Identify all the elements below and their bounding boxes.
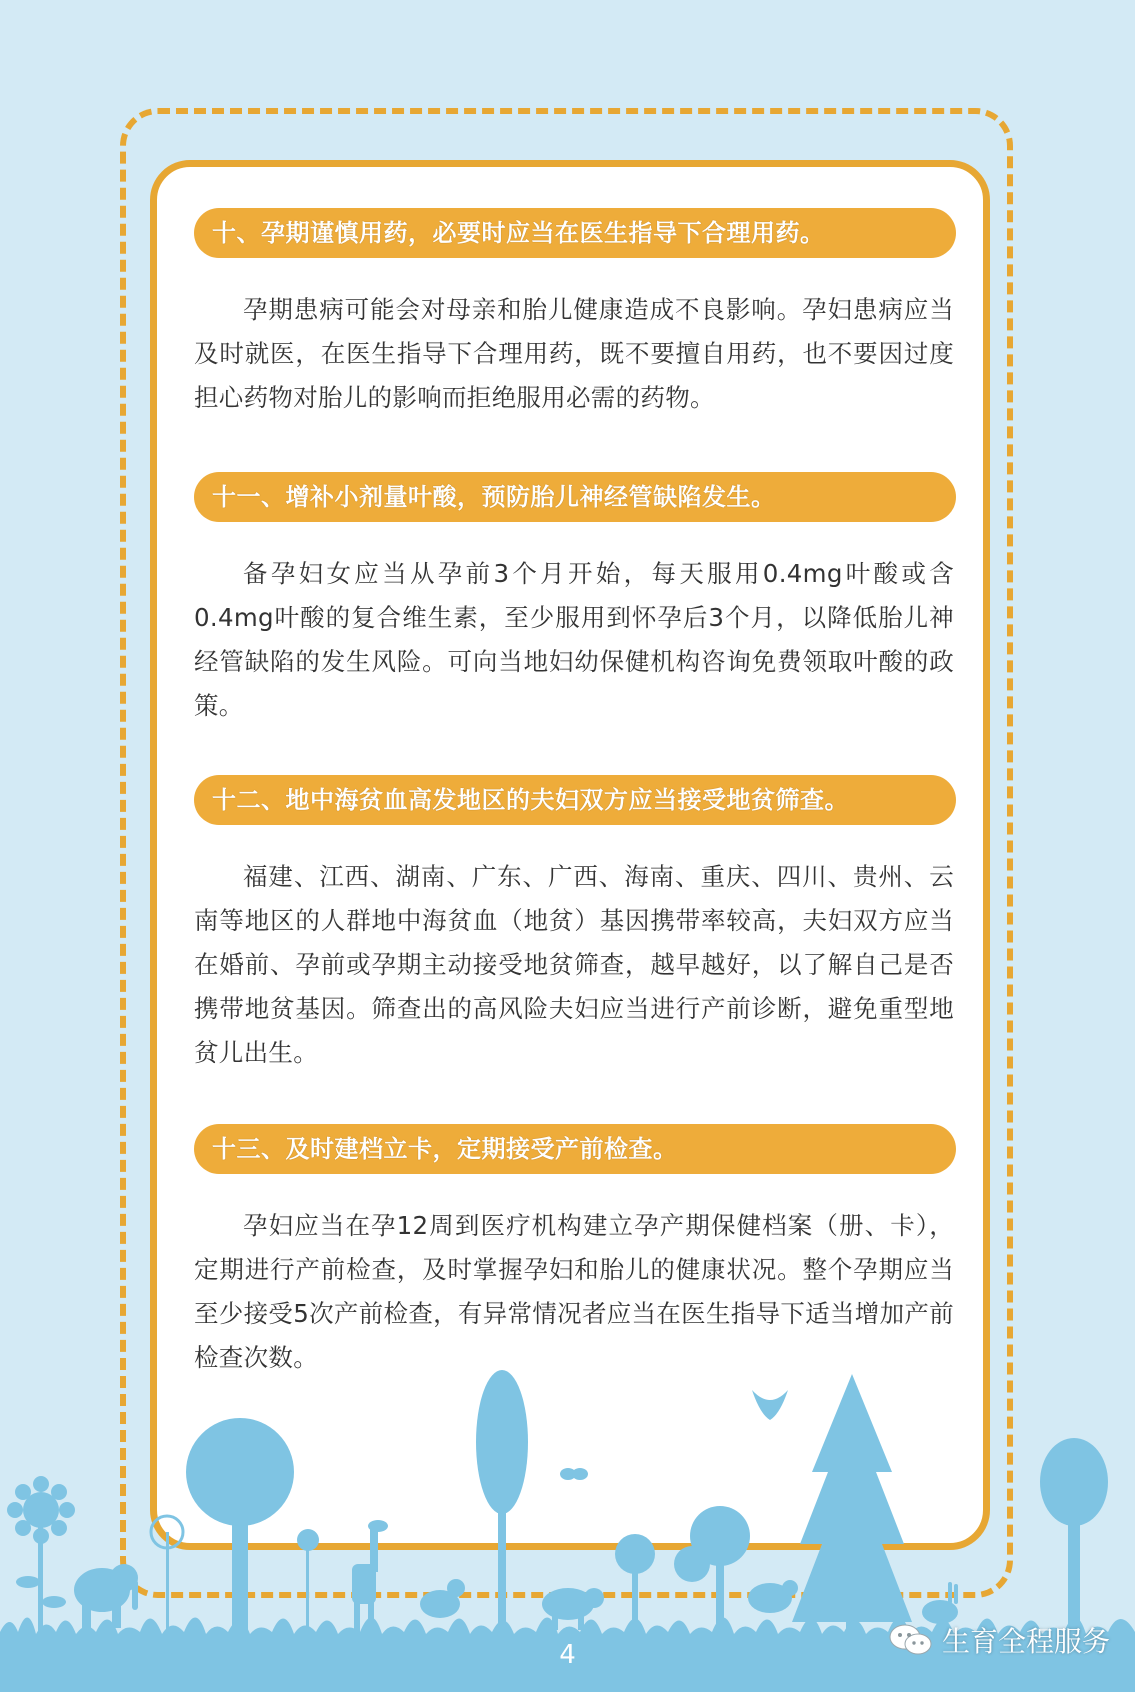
cat-icon	[420, 1579, 465, 1618]
rabbit-icon	[922, 1582, 958, 1624]
section-12	[194, 775, 954, 1075]
section-heading: 十二、地中海贫血高发地区的夫妇双方应当接受地贫筛查。	[194, 775, 956, 825]
oval-tree-icon	[476, 1370, 528, 1662]
pine-tree-icon	[792, 1374, 912, 1658]
flower-icon	[7, 1476, 75, 1640]
watermark-text: 生育全程服务	[942, 1626, 1111, 1657]
section-heading: 十、孕期谨慎用药，必要时应当在医生指导下合理用药。	[194, 208, 956, 258]
section-paragraph: 孕期患病可能会对母亲和胎儿健康造成不良影响。孕妇患病应当及时就医，在医生指导下合理用药，既不要擅自用药，也不要因过度担心药物对胎儿的影响而拒绝服用必需的药物。	[194, 295, 954, 412]
section-10	[194, 208, 954, 420]
elephant-icon	[74, 1564, 138, 1628]
page-number: 4	[559, 1640, 576, 1670]
section-heading: 十一、增补小剂量叶酸，预防胎儿神经管缺陷发生。	[194, 472, 956, 522]
section-heading: 十三、及时建档立卡，定期接受产前检查。	[194, 1124, 956, 1174]
butterfly-icon	[560, 1468, 588, 1480]
bird-icon	[752, 1390, 788, 1420]
wechat-icon	[888, 1622, 934, 1658]
small-flower-icon	[297, 1529, 319, 1642]
wechat-watermark	[888, 1620, 1110, 1660]
section-11	[194, 472, 954, 728]
sheep-icon	[748, 1580, 798, 1613]
section-paragraph: 孕妇应当在孕12周到医疗机构建立孕产期保健档案（册、卡），定期进行产前检查，及时掌握孕妇和胎儿的健康状况。整个孕期应当至少接受5次产前检查，有异常情况者应当在医生指导下适当增加产前检查次数。	[194, 1211, 954, 1372]
section-paragraph: 福建、江西、湖南、广东、广西、海南、重庆、四川、贵州、云南等地区的人群地中海贫血（地贫）基因携带率较高，夫妇双方应当在婚前、孕前或孕期主动接受地贫筛查，越早越好，以了解自己是否携带地贫基因。筛查出的高风险夫妇应当进行产前诊断，避免重型地贫儿出生。	[194, 862, 954, 1067]
section-paragraph: 备孕妇女应当从孕前3个月开始，每天服用0.4mg叶酸或含0.4mg叶酸的复合维生素，至少服用到怀孕后3个月，以降低胎儿神经管缺陷的发生风险。可向当地妇幼保健机构咨询免费领取叶酸的政策。	[194, 559, 954, 720]
